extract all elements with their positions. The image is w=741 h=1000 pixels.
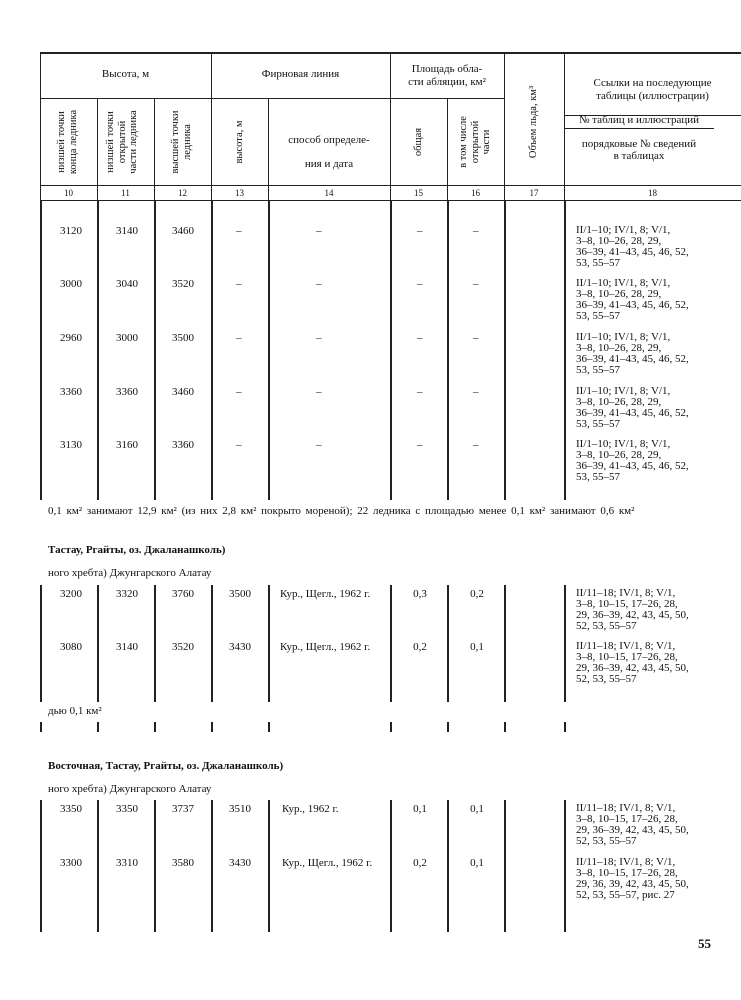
cell-c13: – (236, 332, 242, 344)
vline-16 (504, 52, 505, 200)
cell-ref: II/1–10; IV/1, 8; V/1, 3–8, 10–26, 28, 29, 36–39, 41–43, 45, 46, 52, 53, 55–57 (576, 385, 689, 430)
cell-c14: – (316, 278, 322, 290)
s3-vline-15 (447, 800, 449, 932)
cell-h12: 3460 (172, 386, 194, 398)
height-group-label: Высота, м (101, 68, 150, 80)
cell-c16: 0,2 (470, 588, 484, 600)
row-tick (447, 722, 449, 732)
section3-title: Восточная, Тастау, Ргайты, оз. Джаланашколь) (48, 760, 284, 772)
cell-h11: 3360 (116, 386, 138, 398)
cell-h11: 3350 (116, 803, 138, 815)
s3-vline-12 (211, 800, 213, 932)
cell-h10: 3120 (60, 225, 82, 237)
cell-c15: 0,3 (413, 588, 427, 600)
cell-ref: II/1–10; IV/1, 8; V/1, 3–8, 10–26, 28, 29, 36–39, 41–43, 45, 46, 52, 53, 55–57 (576, 224, 689, 269)
firn-group-label: Фирновая линия (261, 68, 340, 80)
s1-vline-17 (564, 200, 566, 500)
s2-vline-12 (211, 585, 213, 702)
vline-10 (97, 98, 98, 200)
s3-vline-10 (97, 800, 99, 932)
row-tick (564, 722, 566, 732)
col14-label: способ определе- ния и дата (288, 134, 370, 170)
cell-c14: – (316, 386, 322, 398)
cell-c16: 0,1 (470, 641, 484, 653)
cell-ref: II/11–18; IV/1, 8; V/1, 3–8, 10–15, 17–26, 28, 29, 36–39, 42, 43, 45, 50, 52, 53, 55–57 (576, 640, 689, 685)
col-number: 11 (121, 188, 130, 198)
cell-c15: – (417, 225, 423, 237)
cell-h11: 3310 (116, 857, 138, 869)
cell-h12: 3500 (172, 332, 194, 344)
cell-c14: Кур., Щегл., 1962 г. (280, 641, 371, 653)
s1-vline-16 (504, 200, 506, 500)
cell-h10: 3000 (60, 278, 82, 290)
cell-ref: II/1–10; IV/1, 8; V/1, 3–8, 10–26, 28, 29, 36–39, 41–43, 45, 46, 52, 53, 55–57 (576, 331, 689, 376)
s2-vline-17 (564, 585, 566, 702)
s2-vline-left (40, 585, 42, 702)
cell-c13: 3510 (229, 803, 251, 815)
cell-c16: – (473, 225, 479, 237)
cell-c15: 0,2 (413, 641, 427, 653)
col-number: 13 (235, 188, 244, 198)
s2-vline-10 (97, 585, 99, 702)
col-number: 16 (471, 188, 480, 198)
cell-h10: 2960 (60, 332, 82, 344)
cell-c13: 3430 (229, 857, 251, 869)
cell-c15: – (417, 332, 423, 344)
refs-group-label: Ссылки на последующие таблицы (иллюстрации) (593, 77, 712, 102)
col16-label: в том числе открытой части (458, 116, 492, 168)
vline-17 (564, 52, 565, 200)
cell-h12: 3460 (172, 225, 194, 237)
cell-h12: 3520 (172, 641, 194, 653)
cell-c14: Кур., 1962 г. (282, 803, 339, 815)
cell-c15: 0,2 (413, 857, 427, 869)
row-tick (268, 722, 270, 732)
header-sub-rule-refs2 (564, 128, 714, 129)
cell-c13: – (236, 278, 242, 290)
cell-h11: 3140 (116, 641, 138, 653)
cell-h12: 3580 (172, 857, 194, 869)
col-number: 18 (648, 188, 657, 198)
volume-label: Объем льда, км³ (528, 85, 539, 159)
cell-c14: Кур., Щегл., 1962 г. (280, 588, 371, 600)
col13-label: высота, м (234, 120, 245, 164)
col-number: 17 (529, 188, 539, 198)
section1-note: 0,1 км² занимают 12,9 км² (из них 2,8 км² покрыто мореной); 22 ледника с площадью менее 0,1 км² занимают 0,6 км² (48, 505, 635, 517)
section2-title: Тастау, Ргайты, оз. Джаланашколь) (48, 544, 226, 556)
cell-c14: – (316, 332, 322, 344)
cell-c13: – (236, 386, 242, 398)
s3-vline-11 (154, 800, 156, 932)
cell-h11: 3000 (116, 332, 138, 344)
section3-subtitle: ного хребта) Джунгарского Алатау (48, 783, 212, 795)
s1-vline-13 (268, 200, 270, 500)
row-tick (40, 722, 42, 732)
area-group-label: Площадь обла- сти абляции, км² (408, 63, 486, 88)
cell-c14: Кур., Щегл., 1962 г. (282, 857, 373, 869)
s1-vline-14 (390, 200, 392, 500)
col11-label: низшей точки открытой части ледника (105, 110, 139, 174)
vline-11 (154, 98, 155, 200)
page-number: 55 (698, 936, 711, 951)
cell-h12: 3360 (172, 439, 194, 451)
cell-c13: – (236, 439, 242, 451)
cell-c16: 0,1 (470, 803, 484, 815)
cell-c13: 3430 (229, 641, 251, 653)
cell-ref: II/11–18; IV/1, 8; V/1, 3–8, 10–15, 17–26, 28, 29, 36–39, 42, 43, 45, 50, 52, 53, 55–57 (576, 802, 689, 847)
cell-ref: II/1–10; IV/1, 8; V/1, 3–8, 10–26, 28, 29, 36–39, 41–43, 45, 46, 52, 53, 55–57 (576, 438, 689, 483)
cell-c14: – (316, 225, 322, 237)
cell-c16: – (473, 332, 479, 344)
header-sub-rule-height (40, 98, 211, 99)
cell-c14: – (316, 439, 322, 451)
cell-ref: II/1–10; IV/1, 8; V/1, 3–8, 10–26, 28, 29, 36–39, 41–43, 45, 46, 52, 53, 55–57 (576, 277, 689, 322)
row-tick (504, 722, 506, 732)
section2-note: дью 0,1 км² (48, 705, 102, 717)
s3-vline-14 (390, 800, 392, 932)
col10-label: низшей точки конца ледника (56, 109, 79, 175)
cell-h10: 3350 (60, 803, 82, 815)
s2-vline-11 (154, 585, 156, 702)
cell-c16: 0,1 (470, 857, 484, 869)
cell-c15: 0,1 (413, 803, 427, 815)
s2-vline-14 (390, 585, 392, 702)
cell-c13: 3500 (229, 588, 251, 600)
cell-h11: 3160 (116, 439, 138, 451)
cell-c15: – (417, 278, 423, 290)
refs-tables-label: № таблиц и иллюстраций (579, 114, 699, 126)
cell-c15: – (417, 386, 423, 398)
s3-vline-17 (564, 800, 566, 932)
col-number: 12 (178, 188, 187, 198)
row-tick (211, 722, 213, 732)
cell-c15: – (417, 439, 423, 451)
section2-subtitle: ного хребта) Джунгарского Алатау (48, 567, 212, 579)
s1-vline-10 (97, 200, 99, 500)
s2-vline-13 (268, 585, 270, 702)
s3-vline-16 (504, 800, 506, 932)
cell-h12: 3520 (172, 278, 194, 290)
cell-h10: 3200 (60, 588, 82, 600)
cell-h12: 3737 (172, 803, 194, 815)
s1-vline-15 (447, 200, 449, 500)
col-number: 15 (414, 188, 423, 198)
cell-h10: 3080 (60, 641, 82, 653)
row-tick (97, 722, 99, 732)
cell-h10: 3130 (60, 439, 82, 451)
s3-vline-left (40, 800, 42, 932)
col-number: 14 (324, 188, 334, 198)
cell-c16: – (473, 439, 479, 451)
vline-15 (447, 98, 448, 200)
s1-vline-left (40, 200, 42, 500)
s2-vline-16 (504, 585, 506, 702)
col-number: 10 (64, 188, 73, 198)
cell-c13: – (236, 225, 242, 237)
row-tick (390, 722, 392, 732)
cell-ref: II/11–18; IV/1, 8; V/1, 3–8, 10–15, 17–26, 28, 29, 36, 39, 42, 43, 45, 50, 52, 53, 55–57, рис. 27 (576, 856, 689, 901)
s3-vline-13 (268, 800, 270, 932)
header-sub-rule-firn (211, 98, 390, 99)
cell-ref: II/11–18; IV/1, 8; V/1, 3–8, 10–15, 17–26, 28, 29, 36–39, 42, 43, 45, 50, 52, 53, 55–57 (576, 587, 689, 632)
cell-c16: – (473, 386, 479, 398)
s1-vline-11 (154, 200, 156, 500)
col15-label: общая (413, 127, 424, 157)
refs-order-label: порядковые № сведений в таблицах (581, 138, 697, 162)
cell-h11: 3040 (116, 278, 138, 290)
cell-h10: 3300 (60, 857, 82, 869)
row-tick (154, 722, 156, 732)
cell-c16: – (473, 278, 479, 290)
s1-vline-12 (211, 200, 213, 500)
cell-h12: 3760 (172, 588, 194, 600)
cell-h11: 3140 (116, 225, 138, 237)
col12-label: высшей точки ледника (170, 110, 193, 174)
cell-h10: 3360 (60, 386, 82, 398)
cell-h11: 3320 (116, 588, 138, 600)
s2-vline-15 (447, 585, 449, 702)
